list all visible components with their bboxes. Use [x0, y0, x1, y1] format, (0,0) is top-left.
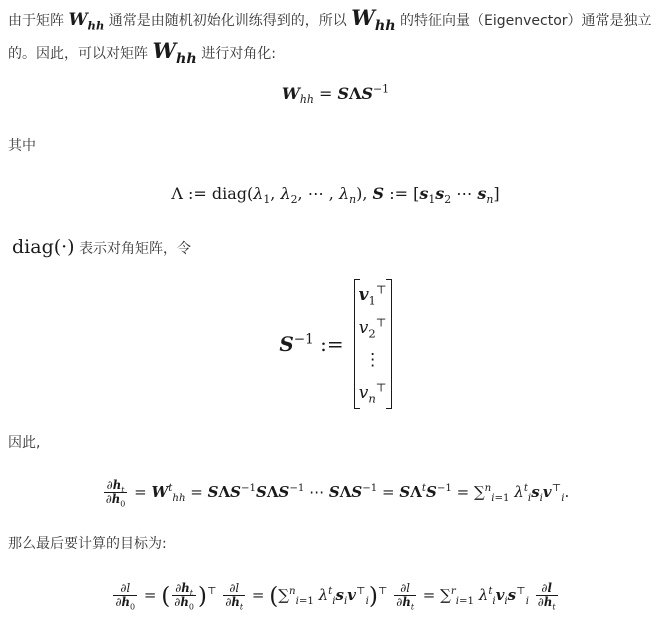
math-w-hh-large-2: $W_{hh}$	[152, 38, 197, 68]
equation-diagonalization: $W_{hh} = S\Lambda S^{-1}$	[281, 82, 390, 107]
math-diag: diag(·)	[12, 236, 75, 258]
intro-text-4: 进行对角化:	[196, 46, 276, 62]
equation-s-inverse-matrix: $S^{-1}$ := $v_1^⊤$ $v_2^⊤$ ⋮ $v_n^⊤$	[0, 279, 671, 409]
text-qizhong: 其中	[8, 138, 36, 154]
math-w-hh: $W_{hh}$	[68, 10, 105, 33]
intro-text-3: 的特征向量（Eigenvector）通常是独立的。因此，可以对矩阵	[8, 13, 652, 62]
intro-text-2: 通常是由随机初始化训练得到的，所以	[104, 13, 352, 29]
equation-gradient-product: $\frac{\partial h_t}{\partial h_0}$ = $W^t_{hh} = S\Lambda S^{-1}S\Lambda S^{-1}$ ⋯ $S\Lambda S^{-1} = S\Lambda^tS^{-1} = \sum^n_{i=1}$ $\lambda^t_is_iv^⊤_i$.	[105, 478, 570, 509]
text-target: 那么最后要计算的目标为:	[8, 536, 167, 552]
row-vector-matrix: $v_1^⊤$ $v_2^⊤$ ⋮ $v_n^⊤$	[354, 279, 392, 409]
diag-paragraph	[12, 232, 665, 264]
equation-lambda-s-definition: Λ := $diag(\lambda_1$, $\lambda_2$, ⋯ , $\lambda_n$), S := [$s_1s_2$ ⋯ $s_n$]	[171, 184, 500, 207]
intro-text-1: 由于矩阵	[8, 13, 69, 29]
text-yinci: 因此,	[8, 435, 41, 451]
diag-text: 表示对角矩阵，令	[79, 241, 192, 257]
equation-final-gradient: $\frac{\partial l}{\partial h_0}$ = ( $\frac{\partial h_t}{\partial h_0}$ )⊤ $\frac{\partial l}{\partial h_t}$ = (∑$^n_{i=1}$ $\lambda^t_is_iv^⊤_i)^⊤$ $\frac{\partial l}{\partial h_t}$ = ∑$^r_{i=1}$ $\lambda^t_iv_is^⊤_i$ $\frac{\partial l}{\partial h_t}$	[115, 581, 556, 612]
intro-paragraph	[8, 3, 665, 69]
math-w-hh-large: $W_{hh}$	[351, 5, 396, 35]
